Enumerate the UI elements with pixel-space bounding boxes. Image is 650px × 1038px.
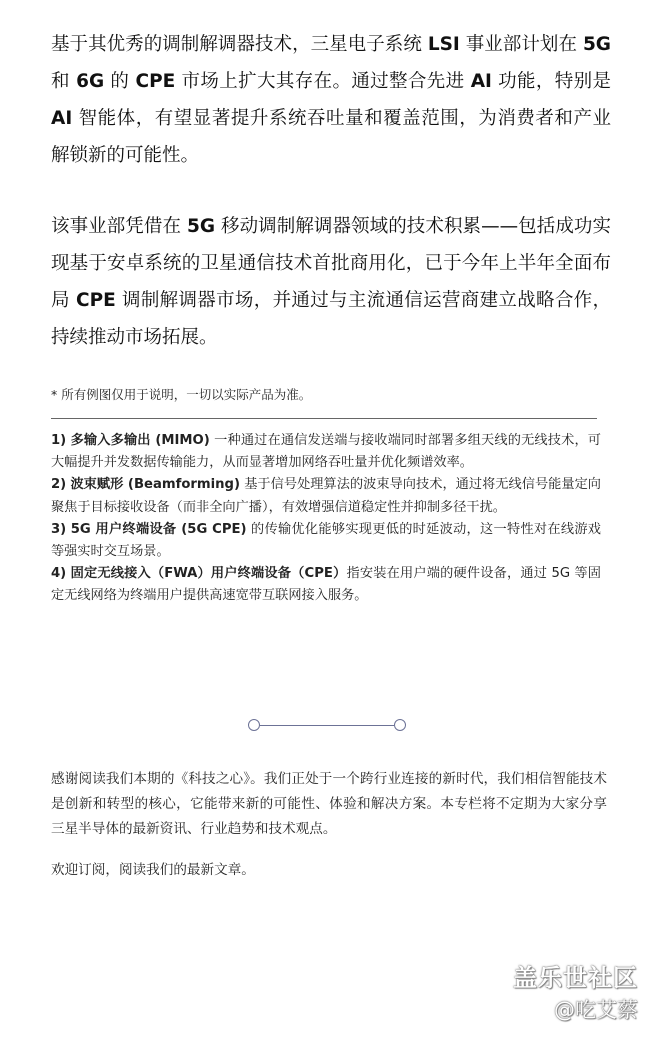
footnote-text: 基于信号处理算法的波束导向技术，通过将无线信号能量定向聚焦于目标接收设备（而非全向广播），有效增强信道稳定性并抑制多径干扰。 bbox=[51, 477, 601, 515]
footnote-text: 一种通过在通信发送端与接收端同时部署多组天线的无线技术，可大幅提升并发数据传输能力，从而显著增加网络吞吐量并优化频谱效率。 bbox=[51, 433, 601, 471]
section-divider-line bbox=[51, 418, 597, 419]
term-cpe: CPE bbox=[76, 290, 116, 311]
term-cpe: CPE bbox=[135, 71, 176, 92]
footnote-term: 5G 用户终端设备 (5G CPE) bbox=[70, 521, 247, 537]
footnote-number: 3) bbox=[51, 521, 67, 537]
footnote-text: 指安装在用户端的硬件设备，通过 5G 等固定无线网络为终端用户提供高速宽带互联网接入服务。 bbox=[51, 566, 601, 604]
term-6g: 6G bbox=[76, 71, 105, 92]
text-run: 该事业部凭借在 bbox=[51, 216, 187, 237]
term-ai: AI bbox=[470, 71, 492, 92]
term-lsi: LSI bbox=[427, 34, 460, 55]
text-run: 功能，特别是 bbox=[491, 71, 611, 92]
text-run: 的 bbox=[104, 71, 136, 92]
subscribe-note: 欢迎订阅，阅读我们的最新文章。 bbox=[51, 862, 255, 878]
text-run: 移动调制解调器领域的技术积累——包括成功实现基于安卓系统的卫星通信技术首批商用化，已于今年上半年全面布局 bbox=[51, 216, 611, 311]
text-run: 市场上扩大其存在。通过整合先进 bbox=[175, 71, 471, 92]
footnote-term: 固定无线接入（FWA）用户终端设备（CPE） bbox=[70, 566, 347, 582]
footnote-item bbox=[51, 430, 601, 474]
article-paragraph-1 bbox=[51, 26, 611, 174]
footnote-number: 1) bbox=[51, 433, 67, 448]
footnote-term: 波束赋形 (Beamforming) bbox=[70, 477, 240, 493]
term-5g: 5G bbox=[582, 34, 611, 55]
footnote-item bbox=[51, 563, 601, 607]
closing-paragraph: 感谢阅读我们本期的《科技之心》。我们正处于一个跨行业连接的新时代，我们相信智能技术是创新和转型的核心，它能带来新的可能性、体验和解决方案。本专栏将不定期为大家分享三星半导体的最新资讯、行业趋势和技术观点。 bbox=[51, 771, 607, 837]
article-paragraph-2 bbox=[51, 208, 611, 356]
footnotes-list bbox=[51, 430, 601, 608]
text-run: 基于其优秀的调制解调器技术，三星电子系统 bbox=[51, 34, 428, 55]
disclaimer: * 所有例图仅用于说明，一切以实际产品为准。 bbox=[51, 387, 312, 402]
footnote-number: 2) bbox=[51, 477, 67, 493]
ornament-line bbox=[260, 725, 394, 726]
text-run: 智能体，有望显著提升系统吞吐量和覆盖范围，为消费者和产业解锁新的可能性。 bbox=[51, 108, 611, 166]
watermark-author: @吃艾蔡 bbox=[554, 998, 638, 1022]
term-ai: AI bbox=[51, 108, 73, 129]
ornament-circle-left bbox=[248, 719, 260, 731]
footnote-term: 多输入多输出 (MIMO) bbox=[70, 433, 210, 448]
ornament-circle-right bbox=[394, 719, 406, 731]
footnote-number: 4) bbox=[51, 566, 67, 582]
text-run: 事业部计划在 bbox=[459, 34, 583, 55]
footnote-item bbox=[51, 519, 601, 563]
text-run: 和 bbox=[51, 71, 77, 92]
footnote-item bbox=[51, 474, 601, 518]
ornament-divider bbox=[248, 718, 406, 734]
term-5g: 5G bbox=[187, 216, 216, 237]
watermark-community: 盖乐世社区 bbox=[513, 964, 638, 992]
text-run: 调制解调器市场，并通过与主流通信运营商建立战略合作，持续推动市场拓展。 bbox=[51, 290, 611, 348]
footnote-text: 的传输优化能够实现更低的时延波动，这一特性对在线游戏等强实时交互场景。 bbox=[51, 521, 601, 560]
